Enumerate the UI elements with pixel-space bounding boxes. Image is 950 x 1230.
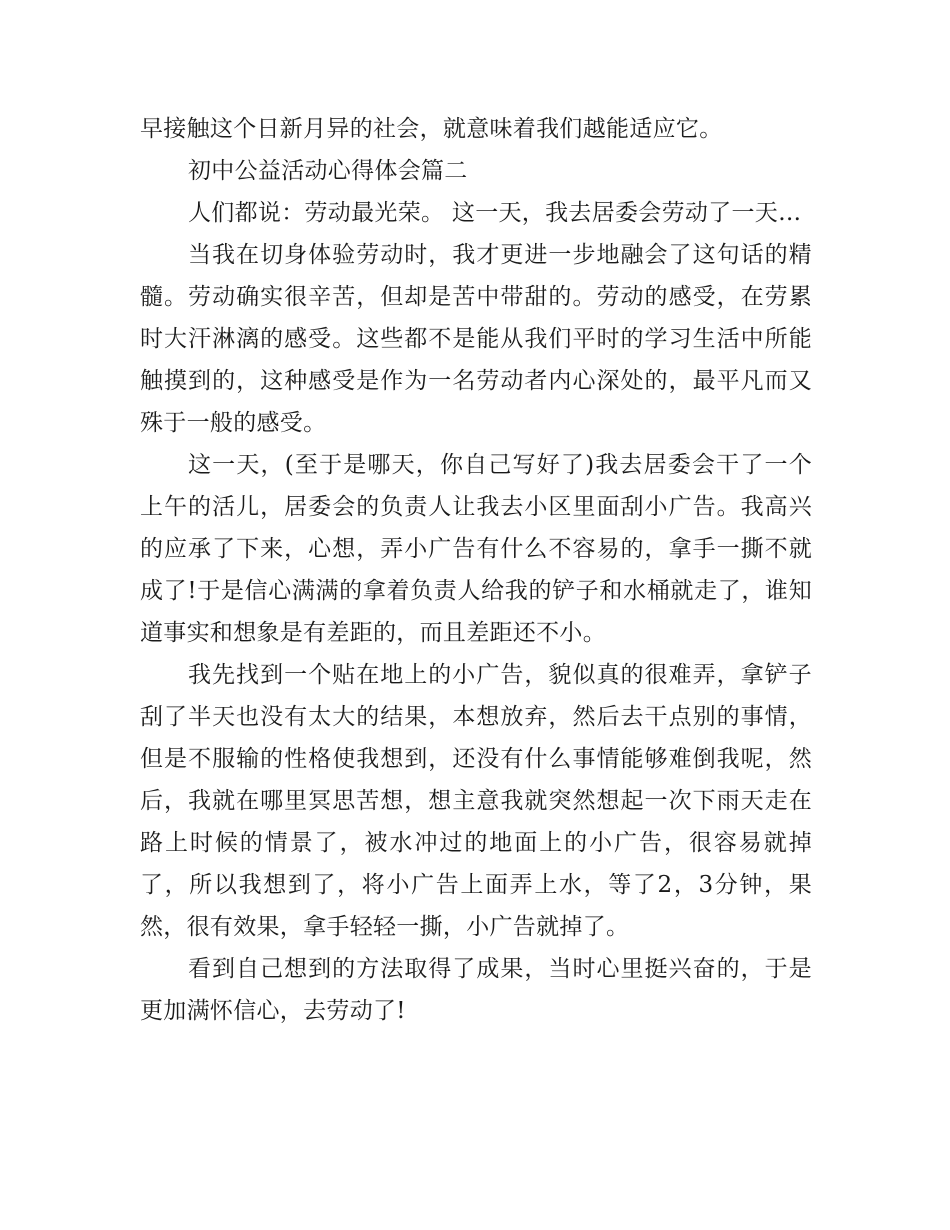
- paragraph-first-ad: 我先找到一个贴在地上的小广告，貌似真的很难弄，拿铲子刮了半天也没有太大的结果，本想放弃，然后去干点别的事情，但是不服输的性格使我想到，还没有什么事情能够难倒我呢，然后，我就在哪里冥思苦想，想主意我就突然想起一次下雨天走在路上时候的情景了，被水冲过的地面上的小广告，很容易就掉了，所以我想到了，将小广告上面弄上水，等了2，3分钟，果然，很有效果，拿手轻轻一撕，小广告就掉了。: [140, 662, 812, 940]
- paragraph-conclusion: 看到自己想到的方法取得了成果，当时心里挺兴奋的，于是更加满怀信心，去劳动了!: [140, 956, 812, 1024]
- section-heading: 初中公益活动心得体会篇二: [188, 158, 468, 184]
- document-body: [140, 108, 812, 1032]
- paragraph-continuation: 早接触这个日新月异的社会，就意味着我们越能适应它。: [140, 116, 723, 142]
- paragraph-experience: 当我在切身体验劳动时，我才更进一步地融会了这句话的精髓。劳动确实很辛苦，但却是苦中带甜的。劳动的感受，在劳累时大汗淋漓的感受。这些都不是能从我们平时的学习生活中所能触摸到的，这种感受是作为一名劳动者内心深处的，最平凡而又殊于一般的感受。: [140, 242, 812, 436]
- paragraph-intro: 人们都说：劳动最光荣。 这一天，我去居委会劳动了一天…: [188, 200, 802, 226]
- paragraph-the-day: 这一天，(至于是哪天，你自己写好了)我去居委会干了一个上午的活儿，居委会的负责人让我去小区里面刮小广告。我高兴的应承了下来，心想，弄小广告有什么不容易的，拿手一撕不就成了!于是信心满满的拿着负责人给我的铲子和水桶就走了，谁知道事实和想象是有差距的，而且差距还不小。: [140, 452, 812, 646]
